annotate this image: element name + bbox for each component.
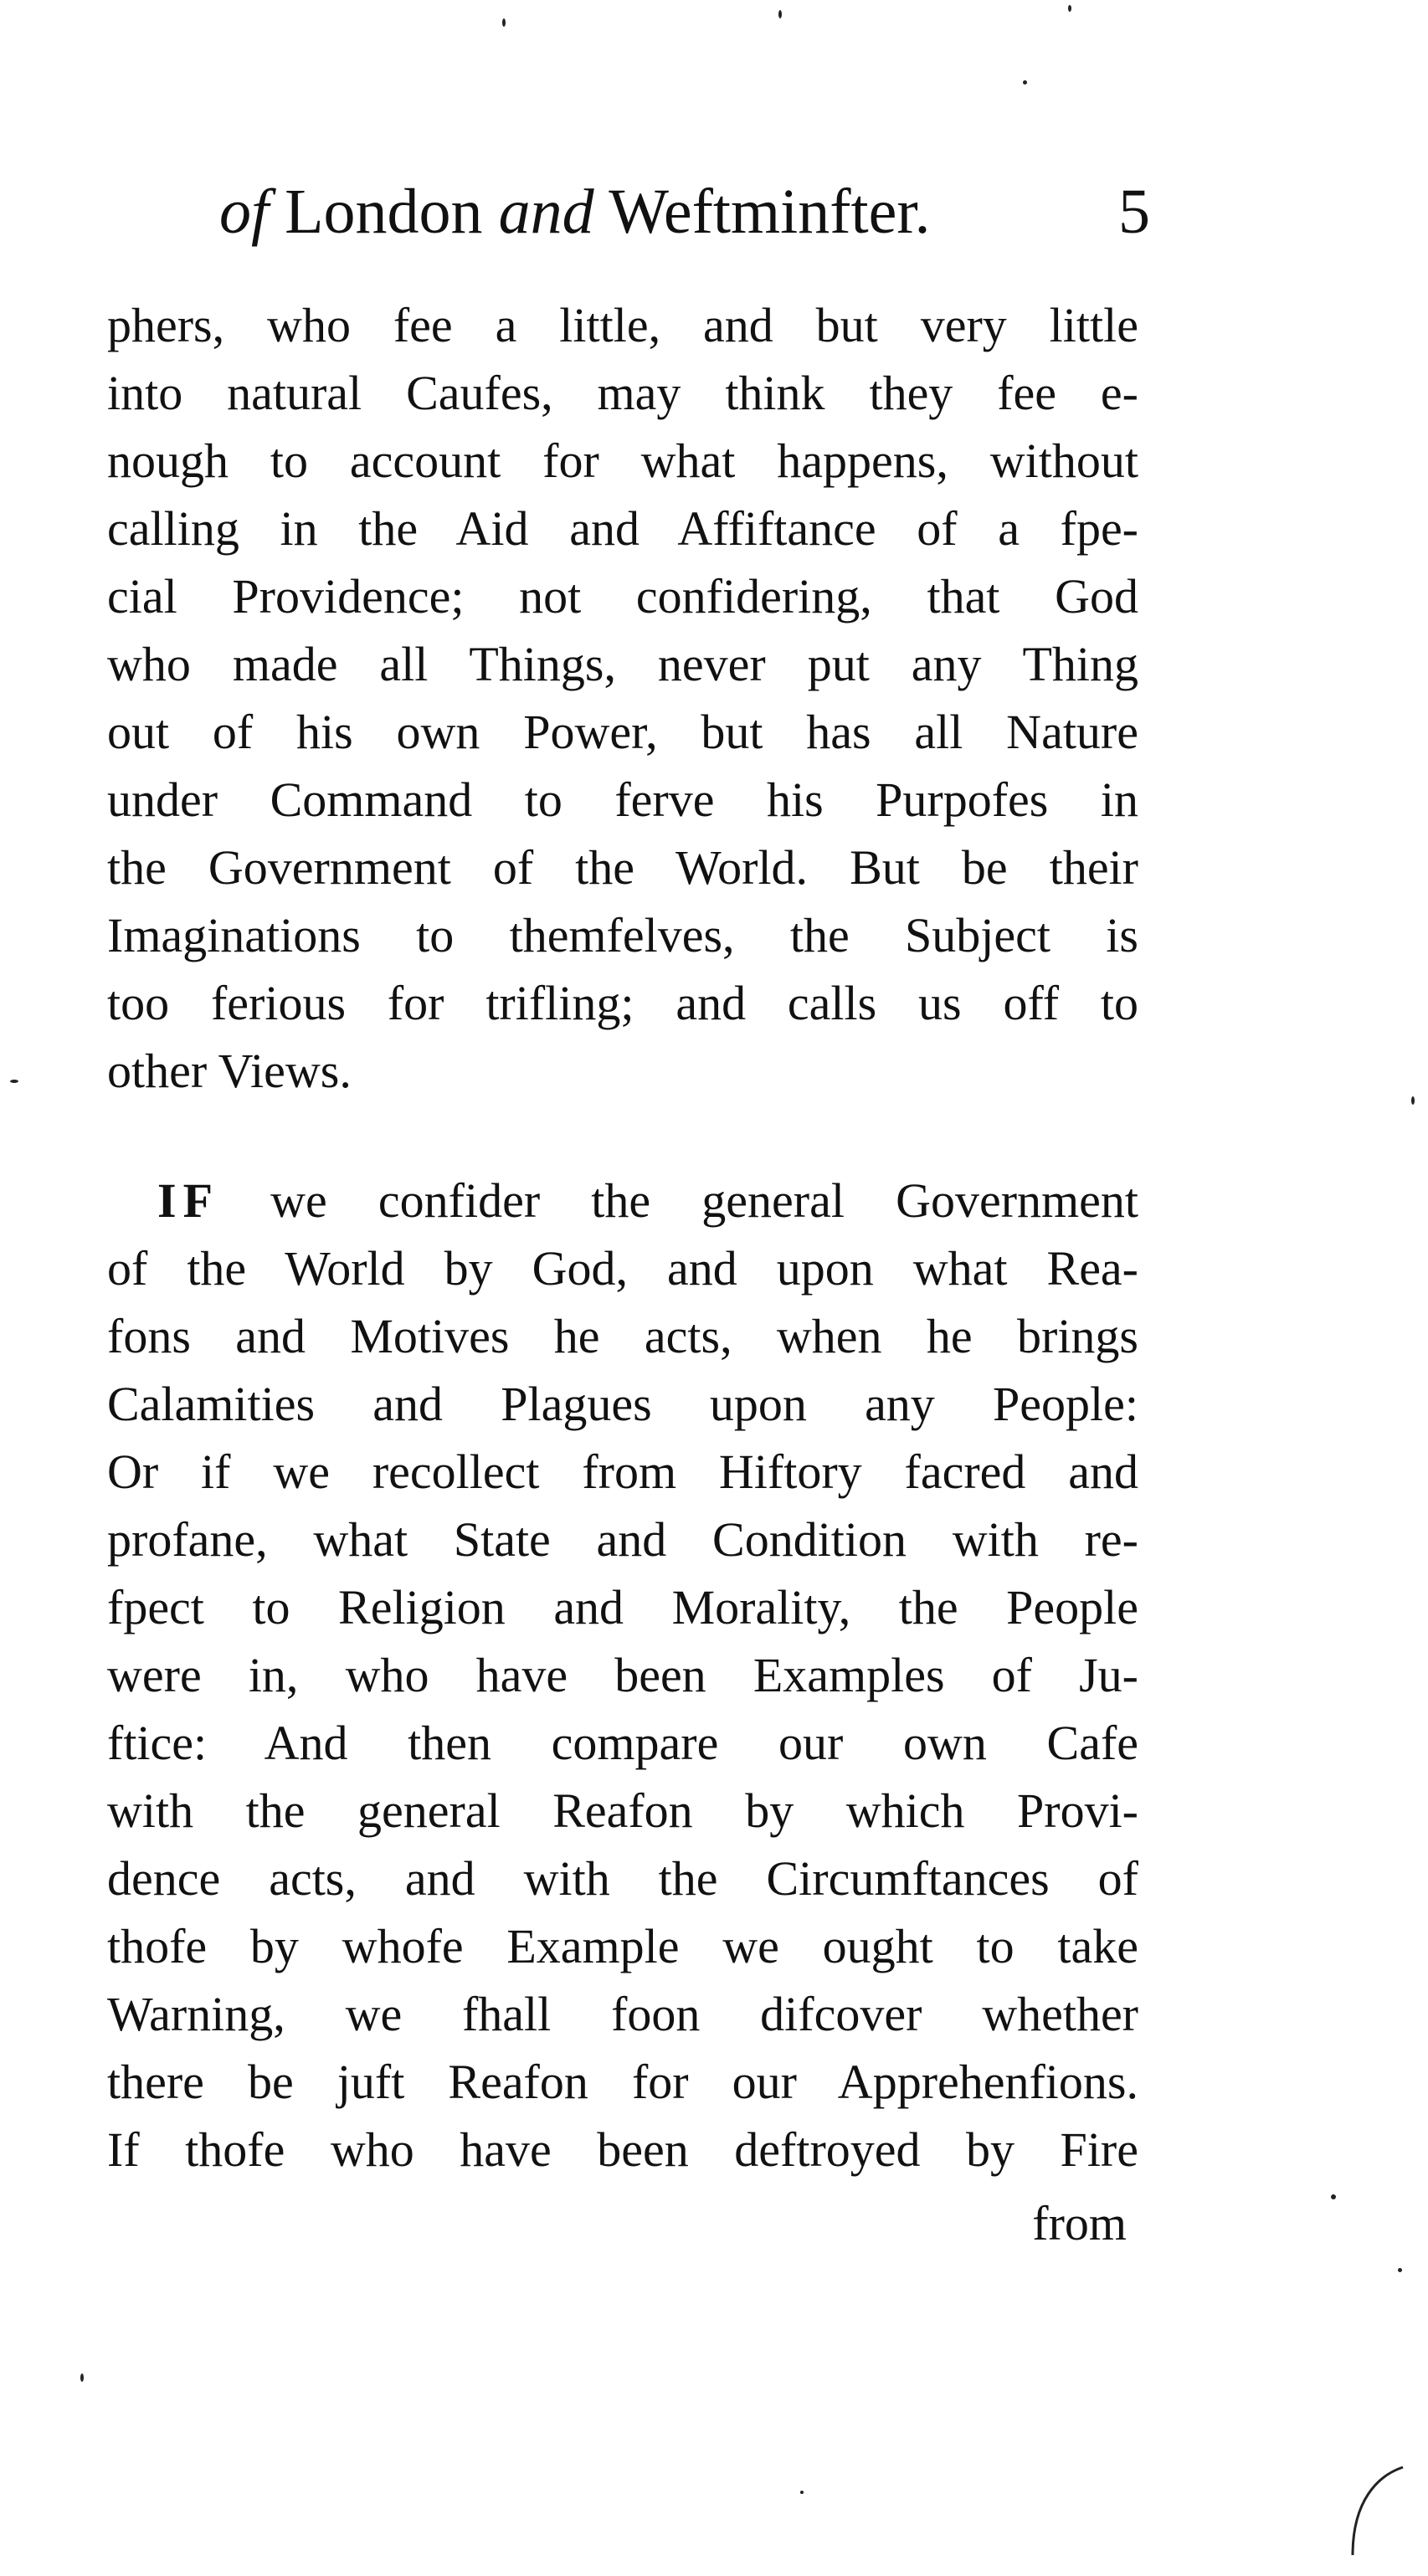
text-line: profane, what State and Condition with re- <box>107 1512 1138 1567</box>
ink-speck <box>1411 1096 1415 1105</box>
ink-speck <box>10 1080 18 1083</box>
text-line: Or if we recollect from Hiftory facred and <box>107 1445 1138 1499</box>
paragraph-1 <box>107 291 1138 1105</box>
header-word-westminster: Weftminfter. <box>609 177 931 247</box>
paragraph-2-first-line <box>107 1167 1138 1234</box>
ink-speck <box>80 2373 84 2382</box>
text-line: Imaginations to themfelves, the Subject is <box>107 908 1138 962</box>
text-line: other Views. <box>107 1044 352 1098</box>
text-line: calling in the Aid and Affiftance of a fpe- <box>107 501 1138 556</box>
text-line: there be juft Reafon for our Apprehenfions. <box>107 2055 1138 2109</box>
text-line: the Government of the World. But be their <box>107 840 1138 895</box>
text-line: who made all Things, never put any Thing <box>107 637 1138 691</box>
catchword: from <box>1032 2196 1127 2250</box>
text-line: thofe by whofe Example we ought to take <box>107 1919 1138 1973</box>
text-line: If thofe who have been deftroyed by Fire <box>107 2122 1138 2177</box>
page-edge-mark <box>1336 2459 1411 2559</box>
text-line: out of his own Power, but has all Nature <box>107 705 1138 759</box>
text-line: were in, who have been Examples of Ju- <box>107 1648 1138 1702</box>
text-line: cial Providence; not confidering, that God <box>107 569 1138 623</box>
text-line: under Command to ferve his Purpofes in <box>107 772 1138 827</box>
ink-speck <box>1068 5 1071 12</box>
text-line: ftice: And then compare our own Cafe <box>107 1716 1138 1770</box>
ink-speck <box>778 10 782 18</box>
text-line: of the World by God, and upon what Rea- <box>107 1241 1138 1296</box>
ink-speck <box>1398 2268 1402 2272</box>
text-line: too ferious for trifling; and calls us off to <box>107 976 1138 1030</box>
ink-speck <box>1023 80 1027 85</box>
header-conjunction: and <box>498 177 594 247</box>
text-line: nough to account for what happens, without <box>107 434 1138 488</box>
paragraph-2 <box>107 1167 1138 2183</box>
text-line: Calamities and Plagues upon any People: <box>107 1377 1138 1431</box>
first-line-rest: we confider the general Government <box>270 1173 1138 1228</box>
lead-caps: IF <box>157 1173 219 1228</box>
text-line: fpect to Religion and Morality, the People <box>107 1580 1138 1634</box>
text-line: phers, who fee a little, and but very little <box>107 298 1138 352</box>
page-number: 5 <box>1118 177 1150 247</box>
text-line: fons and Motives he acts, when he brings <box>107 1309 1138 1363</box>
text-line: dence acts, and with the Circumftances of <box>107 1851 1138 1906</box>
ink-speck <box>800 2491 804 2494</box>
header-word-london: London <box>285 177 483 247</box>
running-header <box>219 174 1150 249</box>
ink-speck <box>502 18 506 27</box>
text-line: into natural Caufes, may think they fee e- <box>107 366 1138 420</box>
text-line: Warning, we fhall foon difcover whether <box>107 1987 1138 2041</box>
header-prefix: of <box>219 177 270 247</box>
running-title <box>219 174 931 249</box>
ink-speck <box>1331 2194 1336 2199</box>
text-line: with the general Reafon by which Provi- <box>107 1783 1138 1838</box>
